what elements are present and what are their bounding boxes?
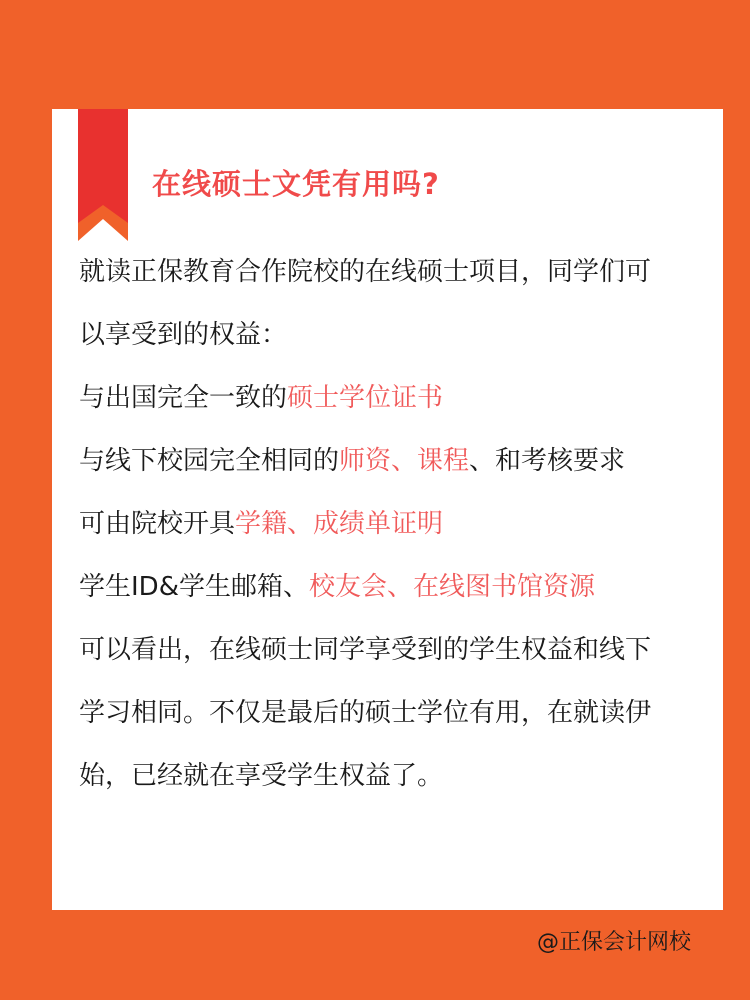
line-text: 可以看出，在线硕士同学享受到的学生权益和线下 (79, 635, 652, 665)
line-text: 以享受到的权益： (79, 320, 288, 350)
highlight-text: 师资、课程 (339, 446, 470, 476)
bookmark-ribbon-icon (78, 109, 128, 241)
line-text: 就读正保教育合作院校的在线硕士项目，同学们可 (79, 257, 652, 287)
benefit-item-records (79, 502, 709, 565)
benefit-item-resources (79, 565, 709, 628)
line-text: 可由院校开具 (79, 509, 236, 539)
account-handle: @正保会计网校 (537, 930, 692, 955)
line-text: 学生ID&学生邮箱、 (79, 572, 309, 602)
highlight-text: 学籍、成绩单证明 (235, 509, 444, 539)
paragraph-line (79, 628, 709, 691)
line-text: 学习相同。不仅是最后的硕士学位有用，在就读伊 (79, 698, 652, 728)
paragraph-line (79, 313, 709, 376)
line-text: 、和考核要求 (469, 446, 626, 476)
benefit-item-faculty (79, 439, 709, 502)
paragraph-line (79, 754, 709, 817)
article-body (79, 250, 709, 817)
highlight-text: 校友会、在线图书馆资源 (308, 572, 595, 602)
page-title: 在线硕士文凭有用吗? (152, 167, 440, 201)
line-text: 与线下校园完全相同的 (79, 446, 340, 476)
line-text: 始，已经就在享受学生权益了。 (79, 761, 444, 791)
content-card (52, 109, 723, 910)
paragraph-line (79, 250, 709, 313)
line-text: 与出国完全一致的 (79, 383, 288, 413)
highlight-text: 硕士学位证书 (287, 383, 444, 413)
benefit-item-degree (79, 376, 709, 439)
paragraph-line (79, 691, 709, 754)
